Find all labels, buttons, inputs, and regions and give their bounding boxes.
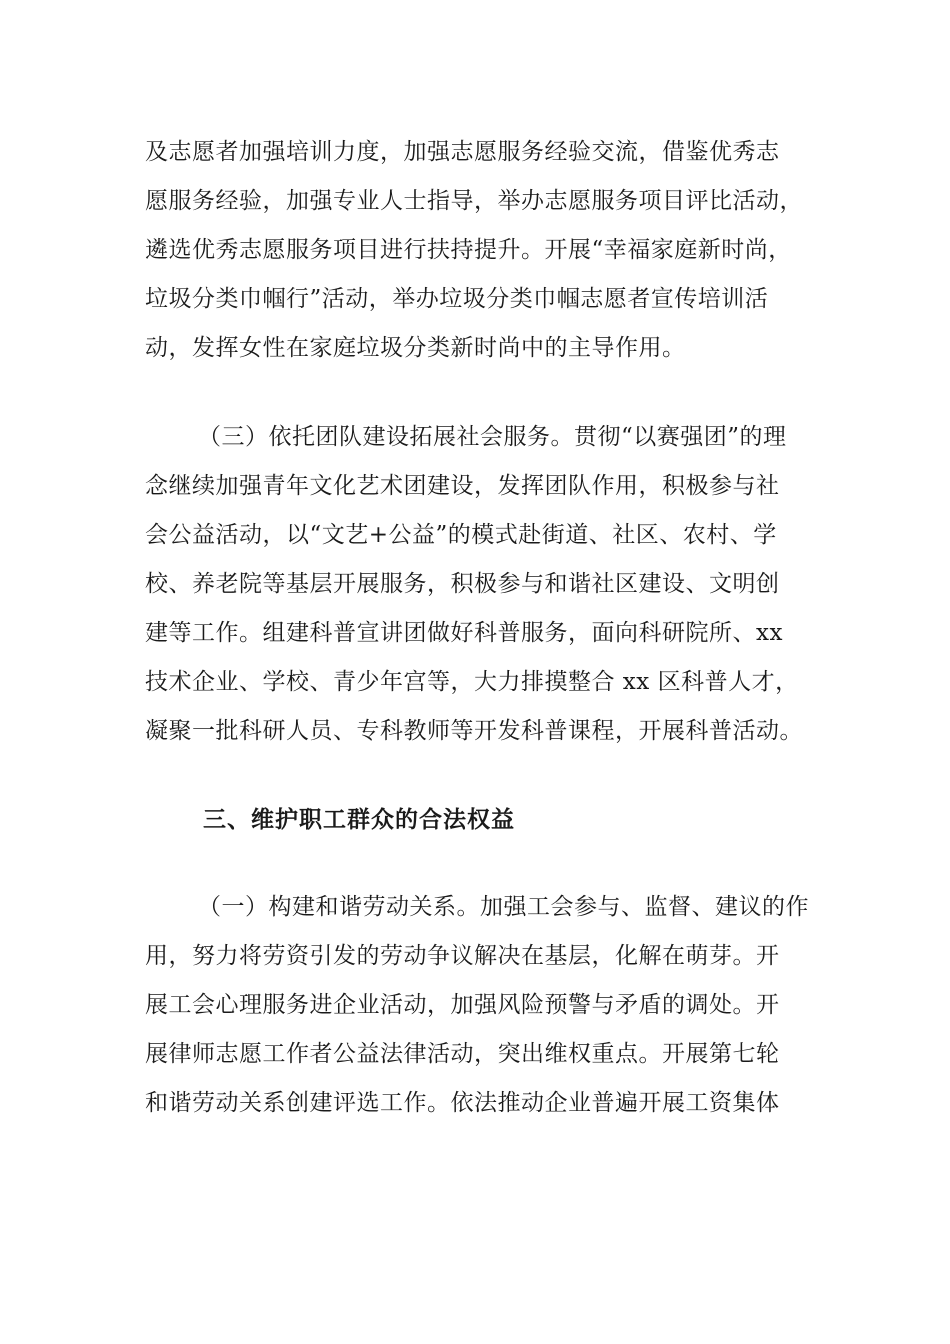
- paragraph-line: 用，努力将劳资引发的劳动争议解决在基层，化解在萌芽。开: [145, 943, 780, 969]
- paragraph-line: 会公益活动，以“文艺+公益”的模式赴街道、社区、农村、学: [145, 522, 777, 548]
- paragraph-line: （三）依托团队建设拓展社会服务。贯彻“以赛强团”的理: [198, 424, 787, 450]
- paragraph-line: 念继续加强青年文化艺术团建设，发挥团队作用，积极参与社: [145, 473, 780, 499]
- section-heading: 三、维护职工群众的合法权益: [203, 807, 515, 833]
- paragraph-line: 及志愿者加强培训力度，加强志愿服务经验交流，借鉴优秀志: [145, 139, 780, 165]
- paragraph-line: 建等工作。组建科普宣讲团做好科普服务，面向科研院所、xx: [145, 620, 783, 646]
- paragraph-line: 垃圾分类巾帼行”活动，举办垃圾分类巾帼志愿者宣传培训活: [145, 286, 769, 312]
- paragraph-line: 展律师志愿工作者公益法律活动，突出维权重点。开展第七轮: [145, 1041, 780, 1067]
- paragraph-line: 愿服务经验，加强专业人士指导，举办志愿服务项目评比活动，: [145, 188, 803, 214]
- paragraph-line: 展工会心理服务进企业活动，加强风险预警与矛盾的调处。开: [145, 992, 780, 1018]
- paragraph-line: 遴选优秀志愿服务项目进行扶持提升。开展“幸福家庭新时尚，: [145, 237, 792, 263]
- paragraph-line: 凝聚一批科研人员、专科教师等开发科普课程，开展科普活动。: [145, 718, 803, 744]
- paragraph-line: 和谐劳动关系创建评选工作。依法推动企业普遍开展工资集体: [145, 1090, 780, 1116]
- paragraph-line: 动，发挥女性在家庭垃圾分类新时尚中的主导作用。: [145, 335, 686, 361]
- paragraph-line: 校、养老院等基层开展服务，积极参与和谐社区建设、文明创: [145, 571, 780, 597]
- paragraph-line: 技术企业、学校、青少年宫等，大力排摸整合 xx 区科普人才，: [145, 669, 799, 695]
- paragraph-line: （一）构建和谐劳动关系。加强工会参与、监督、建议的作: [198, 894, 809, 920]
